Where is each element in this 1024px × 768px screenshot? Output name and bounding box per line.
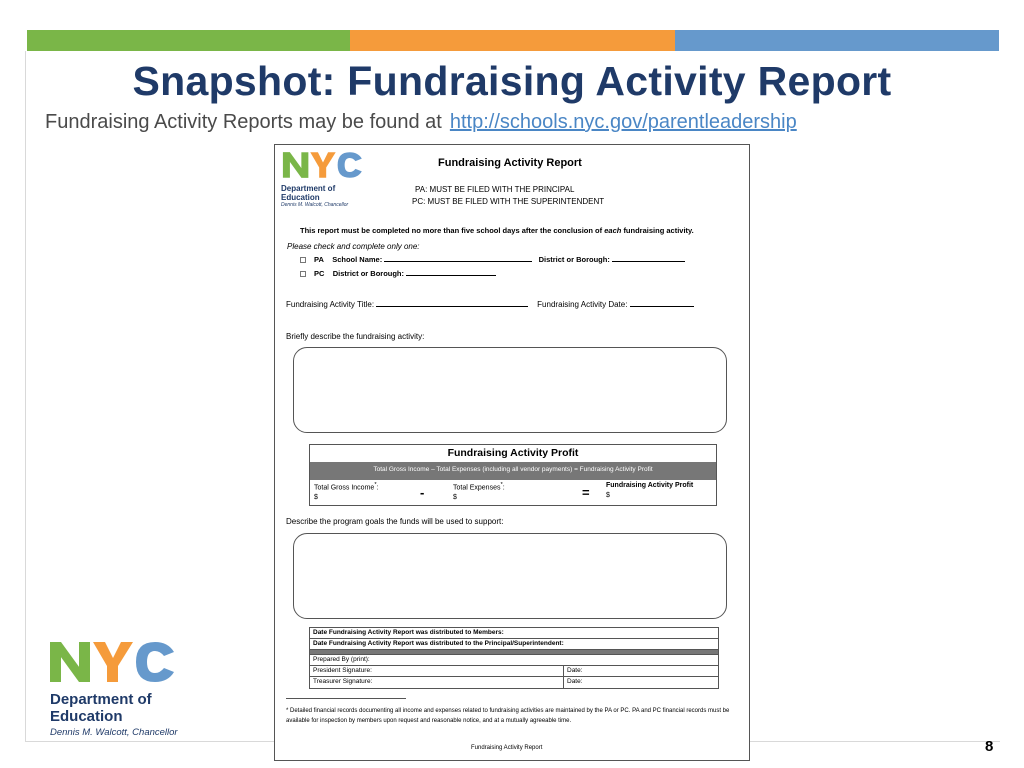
school-name-field[interactable] (384, 255, 532, 262)
slide-number: 8 (985, 738, 994, 755)
slide-title: Snapshot: Fundraising Activity Report (132, 58, 892, 104)
pc-filing-note: PC: MUST BE FILED WITH THE SUPERINTENDENT (412, 197, 605, 206)
nyc-letters-logo-icon (50, 640, 176, 684)
subtitle-text: Fundraising Activity Reports may be found at (45, 111, 442, 133)
nyc-doe-logo (50, 640, 178, 738)
activity-date-field[interactable] (630, 300, 694, 307)
slide-frame-line (25, 51, 26, 741)
pc-label: PC (314, 269, 325, 278)
gross-income-cell: Total Gross Income*: $ (314, 482, 379, 502)
goals-prompt: Describe the program goals the funds will be used to support: (286, 517, 504, 526)
gross-income-label: Total Gross Income (314, 484, 375, 492)
logo-dept-line2: Education (50, 708, 123, 726)
president-date-label: Date: (563, 666, 583, 677)
signature-table (309, 627, 719, 689)
describe-prompt: Briefly describe the fundraising activity: (286, 332, 425, 341)
parent-leadership-link[interactable]: http://schools.nyc.gov/parentleadership (449, 111, 797, 133)
treasurer-label: Treasurer Signature: (313, 678, 373, 685)
logo-chancellor: Dennis M. Walcott, Chancellor (50, 726, 178, 738)
activity-description-box[interactable] (293, 347, 727, 433)
profit-cell (606, 482, 693, 499)
doc-logo-chancellor: Dennis M. Walcott, Chancellor (281, 202, 349, 209)
equals-sign: = (582, 485, 590, 500)
distributed-members-row[interactable] (310, 628, 718, 639)
activity-title-field[interactable] (376, 300, 528, 307)
slide-frame-line (25, 741, 275, 742)
treasurer-date-label: Date: (563, 677, 583, 688)
completion-instruction (300, 226, 694, 235)
instruction-pre: This report must be completed no more than five school days after the conclusion of (300, 226, 603, 235)
slide-subtitle (45, 111, 797, 134)
expenses-label: Total Expenses (453, 484, 501, 492)
doc-nyc-letters-logo-icon (281, 151, 365, 179)
pa-district-field[interactable] (612, 255, 685, 262)
distributed-principal-label: Date Fundraising Activity Report was distributed to the Principal/Superintendent: (313, 640, 564, 647)
doc-logo-dept-line2: Education (281, 193, 320, 203)
pa-district-label: District or Borough: (538, 255, 610, 264)
doc-title: Fundraising Activity Report (438, 157, 582, 169)
footnote-rule (286, 698, 406, 699)
pc-checkbox[interactable] (300, 271, 306, 277)
president-label: President Signature: (313, 667, 372, 674)
profit-formula: Total Gross Income – Total Expenses (including all vendor payments) = Fundraising Activity Profit (310, 462, 716, 480)
minus-sign: - (420, 485, 425, 500)
instruction-emphasis: each (604, 226, 622, 235)
doc-logo-dept-line1: Department of (281, 184, 336, 193)
prepared-by-label: Prepared By (print): (313, 656, 370, 663)
pa-filing-note: PA: MUST BE FILED WITH THE PRINCIPAL (415, 185, 575, 194)
pa-label: PA (314, 255, 324, 264)
pc-option-row (300, 269, 496, 278)
profit-currency: $ (606, 492, 610, 499)
distributed-principal-row[interactable] (310, 639, 718, 650)
header-bar-orange (350, 30, 675, 51)
slide-frame-line (750, 741, 1000, 742)
distributed-members-label: Date Fundraising Activity Report was distributed to Members: (313, 629, 504, 636)
activity-title-label: Fundraising Activity Title: (286, 300, 375, 309)
header-bar-green (27, 30, 350, 51)
program-goals-box[interactable] (293, 533, 727, 619)
doc-footer: Fundraising Activity Report (471, 745, 543, 751)
pa-checkbox[interactable] (300, 257, 306, 263)
fundraising-report-form (274, 144, 750, 761)
activity-date-label: Fundraising Activity Date: (537, 300, 628, 309)
footnote: * Detailed financial records documenting all income and expenses related to fundraising activities are maintained by the PA or PC. PA and PC financial records must be available for inspection by members upon request and reasonable notice, and at a mutually agreeable time. (286, 708, 730, 724)
logo-dept-line1: Department of (50, 691, 152, 708)
pc-district-field[interactable] (406, 269, 496, 276)
treasurer-row[interactable] (310, 677, 718, 688)
profit-label: Fundraising Activity Profit (606, 482, 694, 489)
pc-district-label: District or Borough: (332, 269, 405, 278)
profit-heading: Fundraising Activity Profit (447, 447, 579, 459)
gross-income-currency: $ (314, 494, 318, 502)
expenses-currency: $ (453, 494, 457, 502)
check-prompt: Please check and complete only one: (287, 242, 420, 251)
prepared-by-row[interactable] (310, 655, 718, 666)
doc-nyc-doe-logo (281, 151, 365, 208)
instruction-post: fundraising activity. (623, 226, 694, 235)
activity-title-row (286, 300, 694, 309)
profit-table (309, 444, 717, 506)
header-bar-blue (675, 30, 999, 51)
school-name-label: School Name: (332, 255, 383, 264)
president-row[interactable] (310, 666, 718, 677)
expenses-cell: Total Expenses*: $ (453, 482, 505, 502)
pa-option-row (300, 255, 685, 264)
